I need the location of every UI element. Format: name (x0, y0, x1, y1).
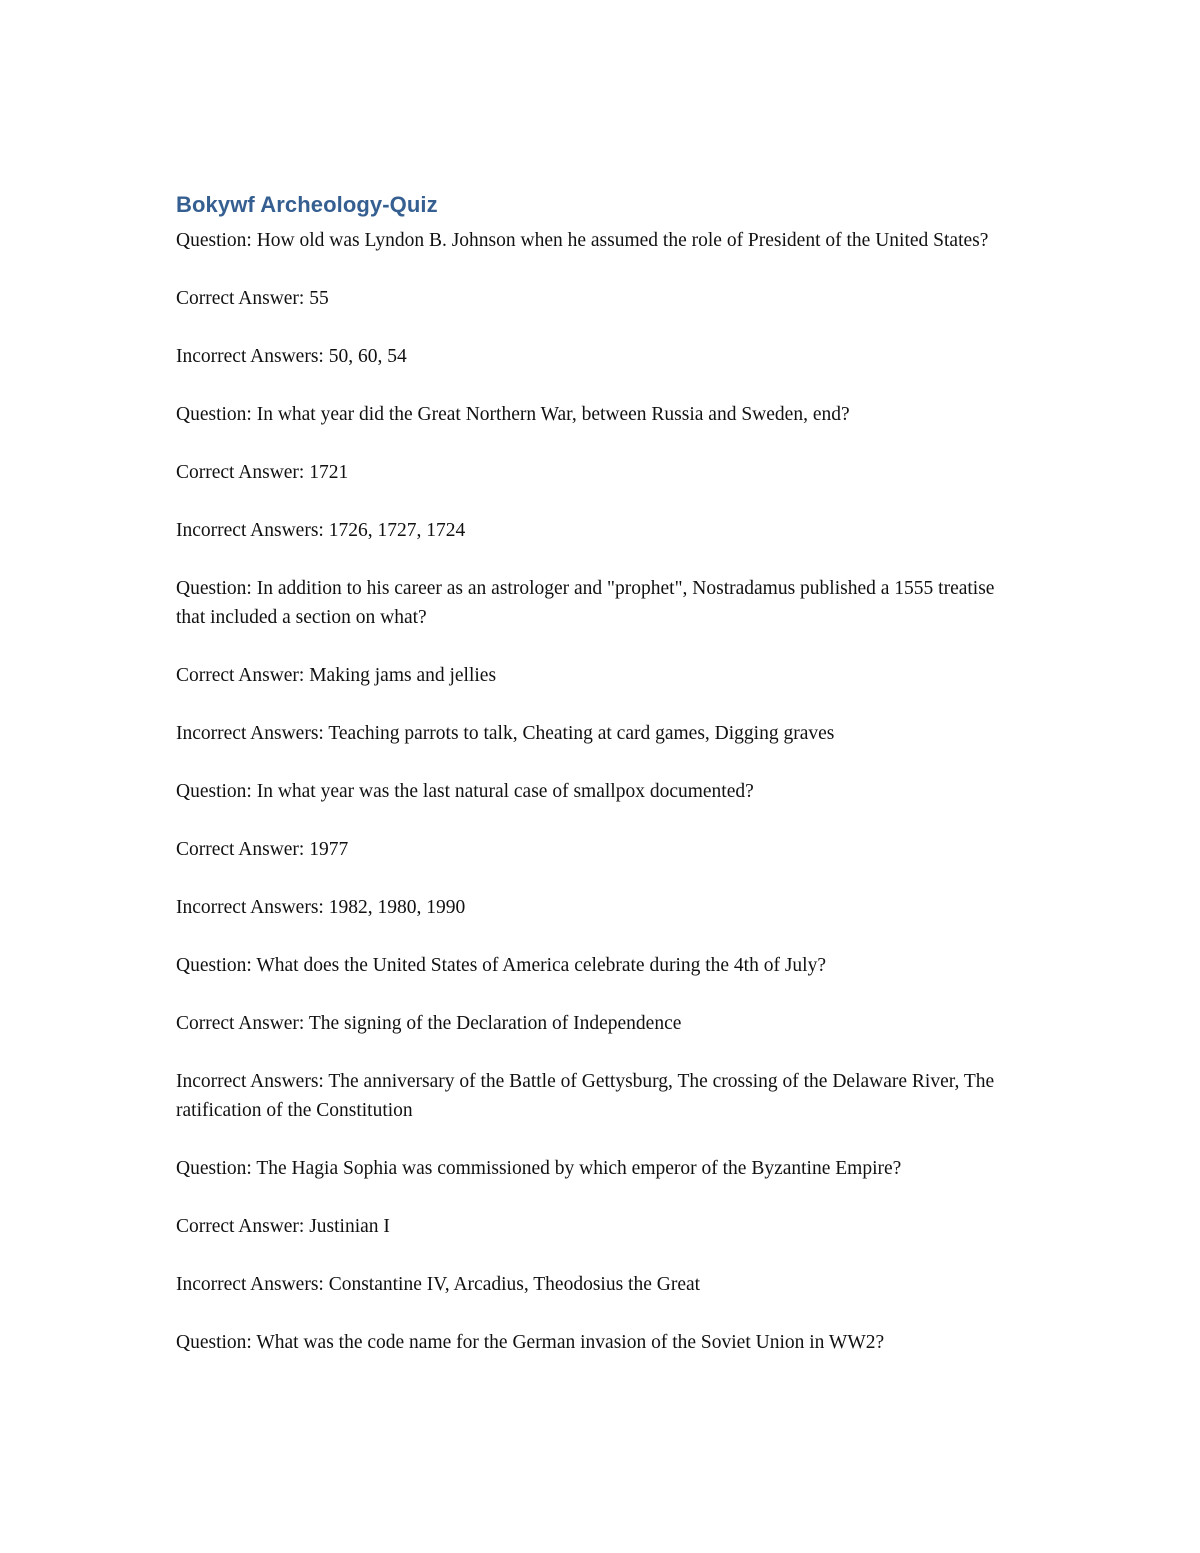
question-paragraph: Question: In addition to his career as an astrologer and "prophet", Nostradamus published a 1555 treatise that included a section on what? (176, 578, 995, 628)
question-paragraph: Question: In what year was the last natural case of smallpox documented? (176, 781, 754, 802)
incorrect-answers-paragraph: Incorrect Answers: 1982, 1980, 1990 (176, 897, 466, 918)
incorrect-answers-paragraph: Incorrect Answers: The anniversary of the Battle of Gettysburg, The crossing of the Delaware River, The ratification of the Constitution (176, 1071, 995, 1121)
incorrect-answers-paragraph: Incorrect Answers: 1726, 1727, 1724 (176, 520, 466, 541)
correct-answer-paragraph: Correct Answer: Justinian I (176, 1216, 390, 1237)
correct-answer-paragraph: Correct Answer: The signing of the Declaration of Independence (176, 1013, 682, 1034)
incorrect-answers-paragraph: Incorrect Answers: 50, 60, 54 (176, 346, 407, 367)
document-body (176, 190, 1026, 1386)
correct-answer-paragraph: Correct Answer: Making jams and jellies (176, 665, 497, 686)
incorrect-answers-paragraph: Incorrect Answers: Constantine IV, Arcadius, Theodosius the Great (176, 1274, 701, 1295)
question-paragraph: Question: What does the United States of America celebrate during the 4th of July? (176, 955, 827, 976)
incorrect-answers-paragraph: Incorrect Answers: Teaching parrots to talk, Cheating at card games, Digging graves (176, 723, 835, 744)
correct-answer-paragraph: Correct Answer: 55 (176, 288, 329, 309)
question-paragraph: Question: How old was Lyndon B. Johnson when he assumed the role of President of the United States? (176, 230, 989, 251)
correct-answer-paragraph: Correct Answer: 1721 (176, 462, 349, 483)
question-paragraph: Question: The Hagia Sophia was commissioned by which emperor of the Byzantine Empire? (176, 1158, 902, 1179)
document-title: Bokywf Archeology-Quiz (176, 192, 438, 217)
question-paragraph: Question: What was the code name for the German invasion of the Soviet Union in WW2? (176, 1332, 885, 1353)
correct-answer-paragraph: Correct Answer: 1977 (176, 839, 349, 860)
question-paragraph: Question: In what year did the Great Northern War, between Russia and Sweden, end? (176, 404, 850, 425)
